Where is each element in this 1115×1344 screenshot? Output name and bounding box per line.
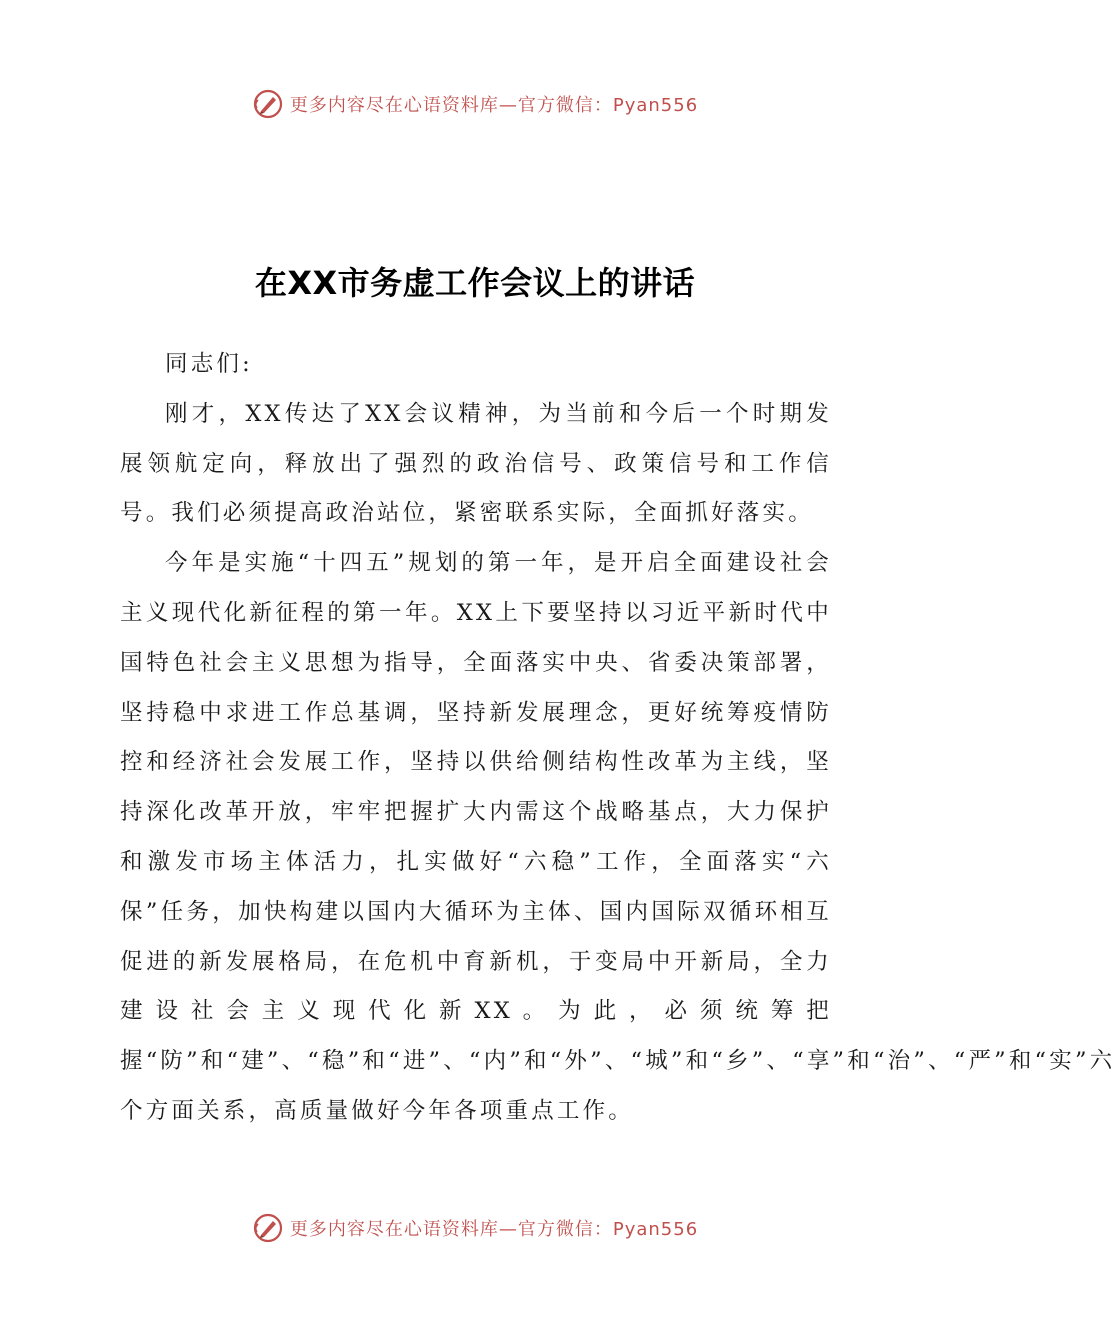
document-body <box>120 340 1115 1137</box>
footer-watermark <box>0 1208 950 1248</box>
header-watermark <box>0 84 950 124</box>
watermark-text <box>290 91 698 117</box>
paragraph-1: 刚才，XX传达了XX会议精神，为当前和今后一个时期发展领航定向，释放出了强烈的政治信号、政策信号和工作信号。我们必须提高政治站位，紧密联系实际，全面抓好落实。 <box>120 400 832 527</box>
watermark-wechat-id: Pyan556 <box>612 95 699 116</box>
watermark-text <box>290 1215 698 1241</box>
paragraph-2: 今年是实施“十四五”规划的第一年，是开启全面建设社会主义现代化新征程的第一年。XX上下要坚持以习近平新时代中国特色社会主义思想为指导，全面落实中央、省委决策部署，坚持稳中求进工作总基调，坚持新发展理念，更好统筹疫情防控和经济社会发展工作，坚持以供给侧结构性改革为主线，坚持深化改革开放，牢牢把握扩大内需这个战略基点，大力保护和激发市场主体活力，扎实做好“六稳”工作，全面落实“六保”任务，加快构建以国内大循环为主体、国内国际双循环相互促进的新发展格局，在危机中育新机，于变局中开新局，全力建设社会主义现代化新XX。为此，必须统筹把握“防”和“建”、“稳”和“进”、“内”和“外”、“城”和“乡”、“享”和“治”、“严”和“实”六个方面关系，高质量做好今年各项重点工作。 <box>120 550 1115 1124</box>
watermark-wechat-id: Pyan556 <box>612 1219 699 1240</box>
pen-logo-icon <box>252 88 284 120</box>
pen-logo-icon <box>252 1212 284 1244</box>
watermark-prefix: 更多内容尽在心语资料库— <box>289 1219 518 1240</box>
document-title: 在XX市务虚工作会议上的讲话 <box>254 264 696 302</box>
watermark-wechat-label: 官方微信： <box>517 1219 613 1240</box>
watermark-prefix: 更多内容尽在心语资料库— <box>289 95 518 116</box>
salutation: 同志们: <box>165 351 253 377</box>
watermark-wechat-label: 官方微信： <box>517 95 613 116</box>
